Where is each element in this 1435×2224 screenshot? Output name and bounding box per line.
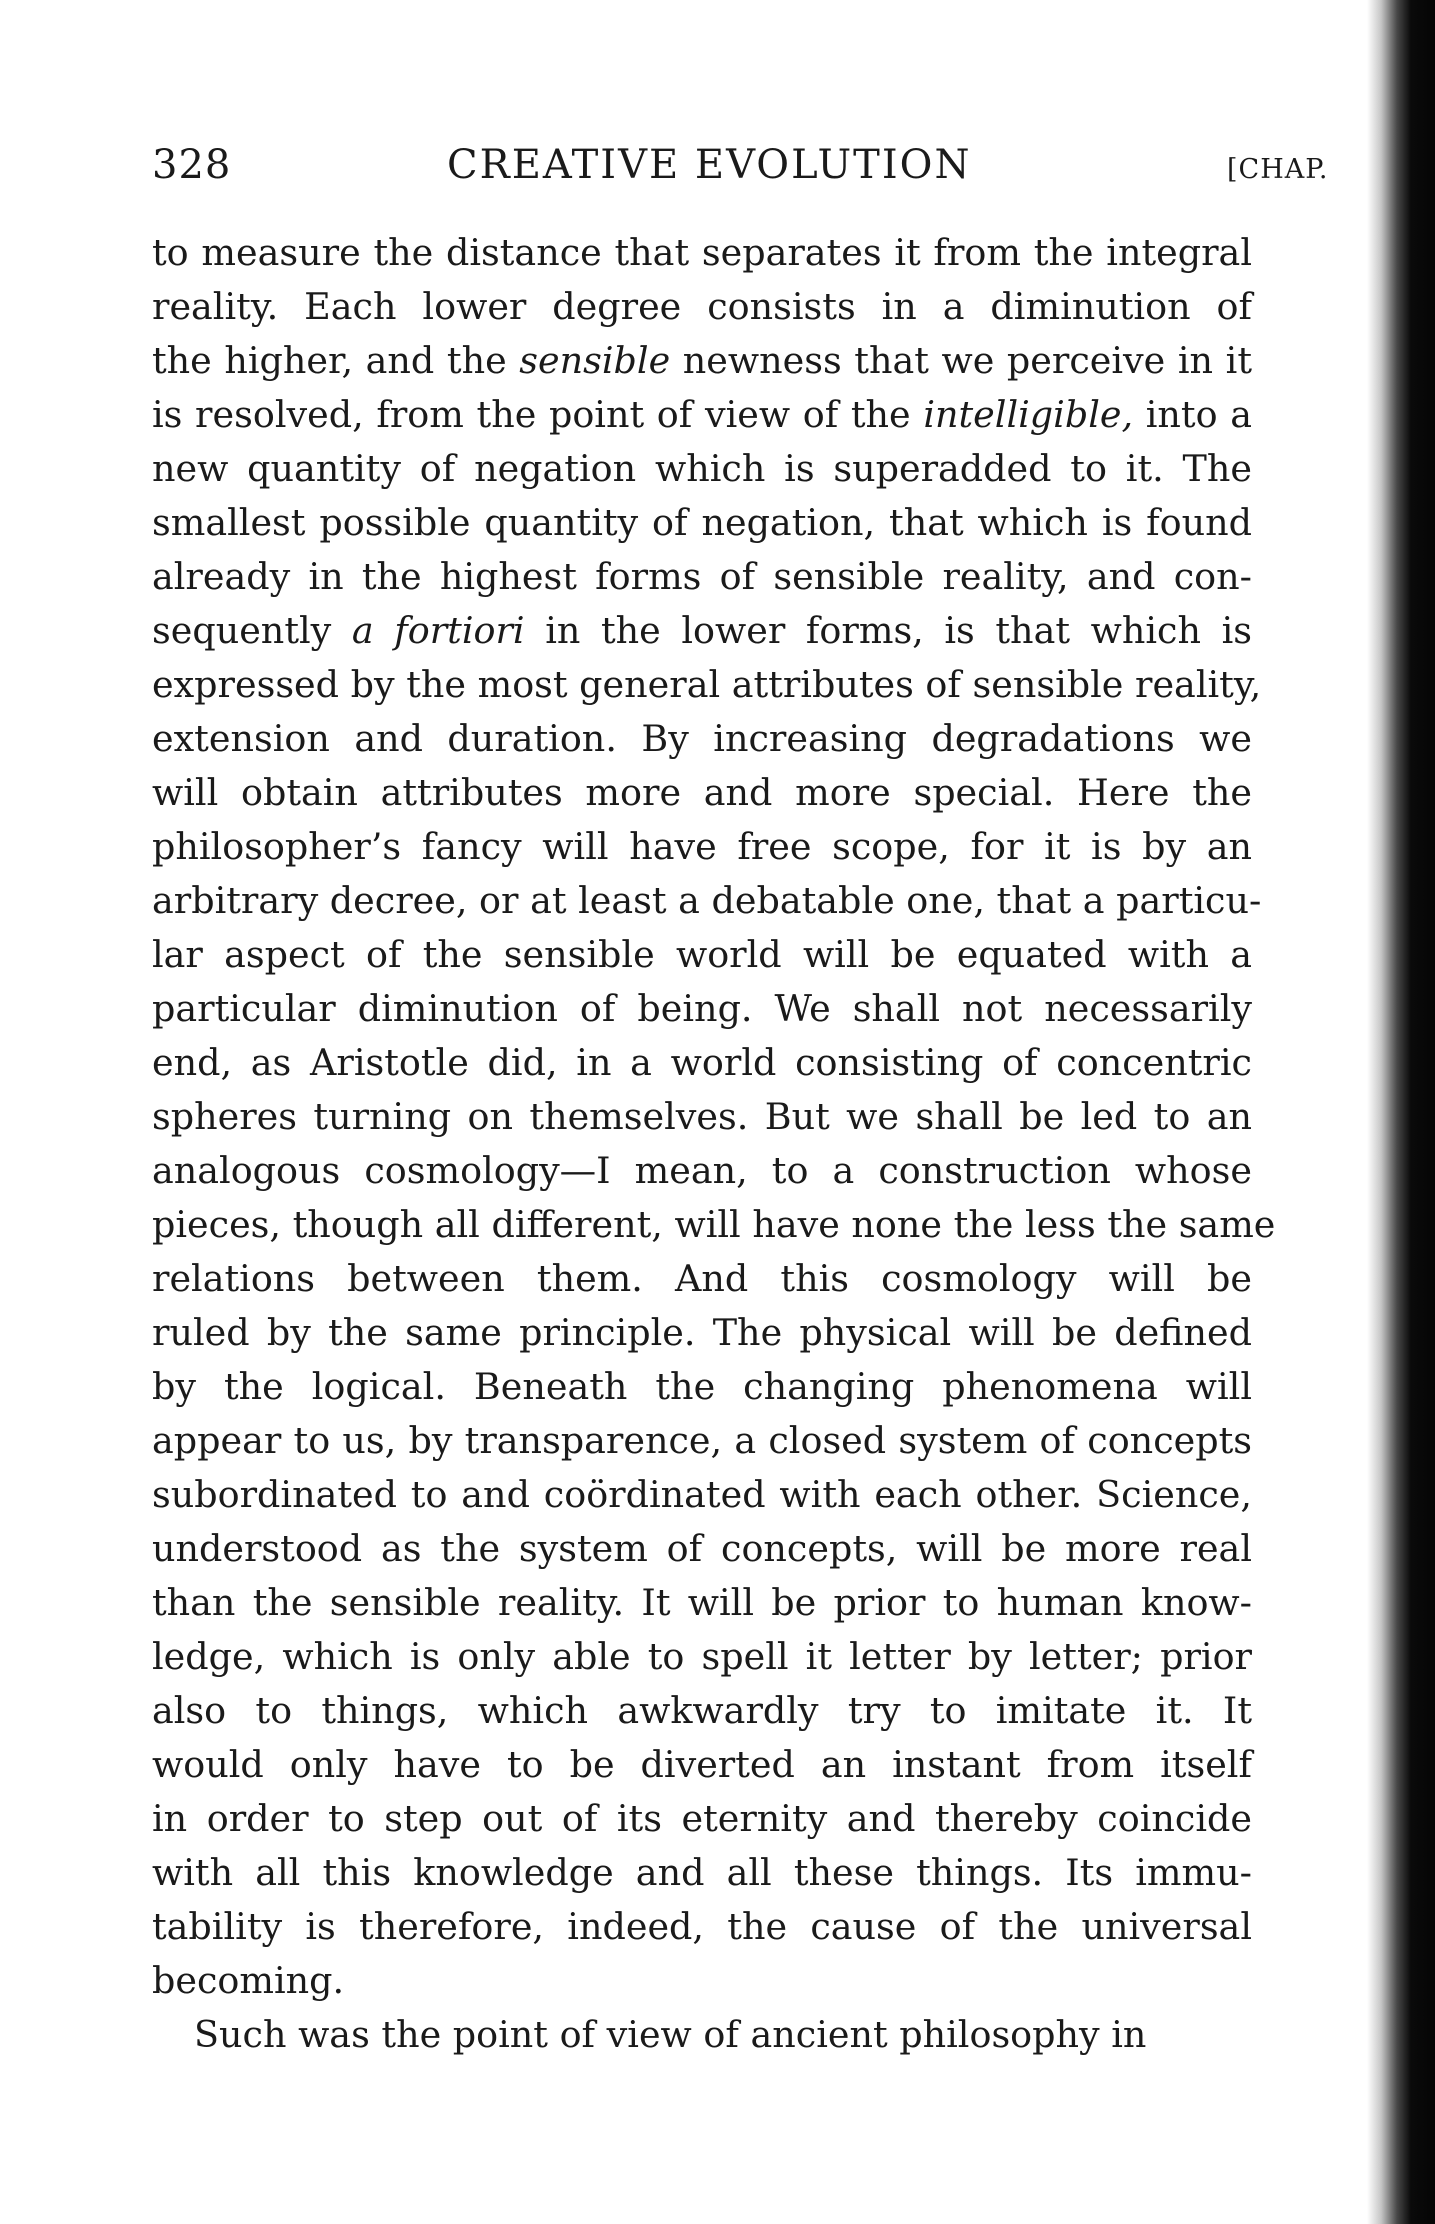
text-line: by the logical. Beneath the changing phenomena will xyxy=(152,1365,1252,1408)
text-line: will obtain attributes more and more special. Here the xyxy=(152,771,1252,814)
text-line: lar aspect of the sensible world will be equated with a xyxy=(152,933,1252,976)
text-line: new quantity of negation which is superadded to it. The xyxy=(152,447,1252,490)
book-title: CREATIVE EVOLUTION xyxy=(447,142,972,188)
text-line: extension and duration. By increasing degradations we xyxy=(152,717,1252,760)
page-number: 328 xyxy=(152,142,232,188)
body-text xyxy=(152,226,1276,2062)
italic-term: a fortiori xyxy=(351,609,525,652)
text-line: relations between them. And this cosmology will be xyxy=(152,1257,1252,1300)
running-head xyxy=(152,142,1329,202)
text-line: subordinated to and coördinated with each other. Science, xyxy=(152,1473,1252,1516)
text-line: than the sensible reality. It will be prior to human know- xyxy=(152,1581,1252,1624)
text-line: philosopher’s fancy will have free scope, for it is by an xyxy=(152,825,1252,868)
text-line: Such was the point of view of ancient philosophy in xyxy=(194,2013,1147,2056)
text-line: already in the highest forms of sensible reality, and con- xyxy=(152,555,1252,598)
text-line: also to things, which awkwardly try to imitate it. It xyxy=(152,1689,1252,1732)
text-line xyxy=(152,604,1252,658)
text-segment: in the lower forms, is that which is xyxy=(524,609,1252,652)
text-line: arbitrary decree, or at least a debatable one, that a particu- xyxy=(152,879,1262,922)
text-line xyxy=(152,388,1252,442)
text-line: ledge, which is only able to spell it letter by letter; prior xyxy=(152,1635,1252,1678)
text-line: spheres turning on themselves. But we shall be led to an xyxy=(152,1095,1252,1138)
text-line: pieces, though all different, will have none the less the same xyxy=(152,1203,1276,1246)
chapter-mark: [CHAP. xyxy=(1227,154,1329,185)
text-line xyxy=(152,334,1252,388)
text-line: end, as Aristotle did, in a world consisting of concentric xyxy=(152,1041,1252,1084)
text-segment: the higher, and the xyxy=(152,339,520,382)
book-spine-shadow xyxy=(1367,0,1435,2224)
text-line: appear to us, by transparence, a closed system of concepts xyxy=(152,1419,1252,1462)
text-line: expressed by the most general attributes of sensible reality, xyxy=(152,663,1262,706)
text-segment: into a xyxy=(1133,393,1252,436)
text-line: becoming. xyxy=(152,1959,345,2002)
text-line: tability is therefore, indeed, the cause of the universal xyxy=(152,1905,1252,1948)
text-line: understood as the system of concepts, will be more real xyxy=(152,1527,1252,1570)
text-segment: is resolved, from the point of view of the xyxy=(152,393,924,436)
text-line: particular diminution of being. We shall not necessarily xyxy=(152,987,1252,1030)
text-line: to measure the distance that separates it from the integral xyxy=(152,231,1252,274)
text-line: ruled by the same principle. The physical will be defined xyxy=(152,1311,1252,1354)
text-line: would only have to be diverted an instant from itself xyxy=(152,1743,1252,1786)
text-segment: sequently xyxy=(152,609,352,652)
italic-term: intelligible, xyxy=(923,393,1134,436)
text-line: analogous cosmology—I mean, to a construction whose xyxy=(152,1149,1252,1192)
text-line: reality. Each lower degree consists in a diminution of xyxy=(152,285,1252,328)
italic-term: sensible xyxy=(519,339,671,382)
text-line: smallest possible quantity of negation, that which is found xyxy=(152,501,1252,544)
text-line: in order to step out of its eternity and thereby coincide xyxy=(152,1797,1252,1840)
text-segment: newness that we perceive in it xyxy=(670,339,1252,382)
text-line: with all this knowledge and all these things. Its immu- xyxy=(152,1851,1252,1894)
